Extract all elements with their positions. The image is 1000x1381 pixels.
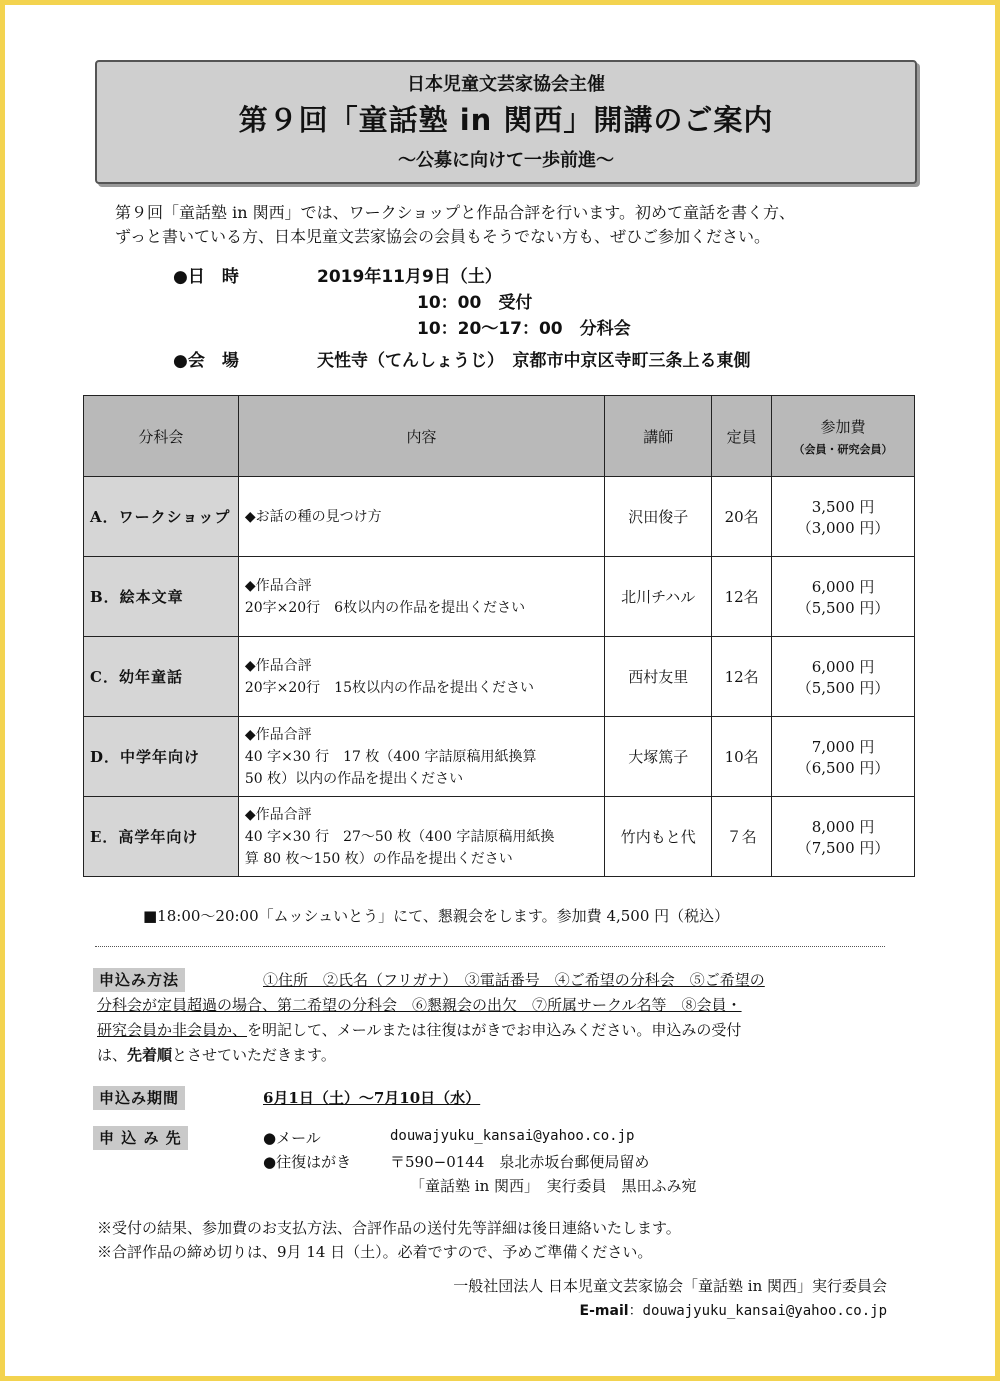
method-line-1-text: ①住所 ②氏名（フリガナ） ③電話番号 ④ご希望の分科会 ⑤ご希望の xyxy=(263,971,765,989)
page-subtitle: 〜公募に向けて一歩前進〜 xyxy=(398,150,614,171)
method-line-3 xyxy=(97,1019,741,1040)
header-content: 内容 xyxy=(238,396,604,477)
date-value: 2019年11月9日（土） xyxy=(317,267,502,287)
fee-cell xyxy=(772,717,915,797)
content-line: 20字×20行 6枚以内の作品を提出ください xyxy=(244,599,526,616)
capacity-value: 20名 xyxy=(712,477,772,557)
header-capacity: 定員 xyxy=(712,396,772,477)
capacity-value: 12名 xyxy=(712,637,772,717)
date-label: ●日 時 xyxy=(173,267,239,287)
division-content xyxy=(238,717,604,797)
fee-cell xyxy=(772,557,915,637)
content-line: 算 80 枚〜150 枚）の作品を提出ください xyxy=(244,850,513,867)
instructor-name: 沢田俊子 xyxy=(605,477,712,557)
content-line: ◆作品合評 xyxy=(244,806,312,823)
division-content xyxy=(238,557,604,637)
header-fee-note: （会員・研究会員） xyxy=(793,442,893,456)
session-time: 10：20〜17：00 分科会 xyxy=(417,319,631,339)
division-content xyxy=(238,637,604,717)
fee-cell xyxy=(772,477,915,557)
division-name: A．ワークショップ xyxy=(84,477,239,557)
instructor-name: 北川チハル xyxy=(605,557,712,637)
fee-value: 3,500 円 xyxy=(811,497,875,516)
division-name: D．中学年向け xyxy=(84,717,239,797)
venue-label: ●会 場 xyxy=(173,351,239,371)
content-line: ◆作品合評 xyxy=(244,726,312,743)
period-label: 申込み期間 xyxy=(93,1086,185,1110)
table-row xyxy=(84,477,915,557)
content-line: 40 字×30 行 27〜50 枚（400 字詰原稿用紙換 xyxy=(244,828,555,845)
fee-member-value: （5,500 円） xyxy=(796,598,890,617)
section-divider xyxy=(95,946,885,947)
table-row xyxy=(84,797,915,877)
method-label: 申込み方法 xyxy=(93,968,185,992)
method-line-1 xyxy=(263,969,765,990)
period-value xyxy=(263,1087,480,1108)
mail-label: ●メール xyxy=(263,1129,321,1147)
fee-member-value: （3,000 円） xyxy=(796,518,890,537)
method-line-3-text: を明記して、メールまたは往復はがきでお申込みください。申込みの受付 xyxy=(247,1021,742,1039)
division-name: E．高学年向け xyxy=(84,797,239,877)
fee-cell xyxy=(772,637,915,717)
division-name: C．幼年童話 xyxy=(84,637,239,717)
fee-member-value: （5,500 円） xyxy=(796,678,890,697)
post-recipient: 「童話塾 in 関西」 実行委員 黒田ふみ宛 xyxy=(410,1177,697,1195)
period-value-text: 6月1日（土）〜7月10日（水） xyxy=(263,1089,481,1107)
fee-member-value: （7,500 円） xyxy=(796,838,890,857)
method-line-2-text: 分科会が定員超過の場合、第二希望の分科会 ⑥懇親会の出欠 ⑦所属サークル名等 ⑧会員・ xyxy=(97,996,742,1014)
division-name: B．絵本文章 xyxy=(84,557,239,637)
instructor-name: 西村友里 xyxy=(605,637,712,717)
email-address: ：douwajyuku_kansai@yahoo.co.jp xyxy=(628,1303,887,1319)
method-line-3-underlined: 研究会員か非会員か、 xyxy=(97,1021,248,1039)
intro-text xyxy=(115,201,795,249)
post-address: 〒590−0144 泉北赤坂台郵便局留め xyxy=(390,1153,650,1171)
capacity-value: 12名 xyxy=(712,557,772,637)
fee-value: 6,000 円 xyxy=(811,657,875,676)
page-title: 第９回「童話塾 in 関西」開講のご案内 xyxy=(238,103,774,137)
header-fee xyxy=(772,396,915,477)
first-come-text: 先着順 xyxy=(127,1046,173,1064)
note-2: ※合評作品の締め切りは、9月 14 日（土）。必着ですので、予めご準備ください。 xyxy=(97,1243,653,1261)
table-row xyxy=(84,557,915,637)
instructor-name: 竹内もと代 xyxy=(605,797,712,877)
footer-email xyxy=(580,1300,887,1320)
table-row xyxy=(84,637,915,717)
division-content xyxy=(238,797,604,877)
capacity-value: 10名 xyxy=(712,717,772,797)
instructor-name: 大塚篤子 xyxy=(605,717,712,797)
post-label: ●往復はがき xyxy=(263,1153,352,1171)
schedule-table xyxy=(83,395,915,877)
fee-value: 6,000 円 xyxy=(811,577,875,596)
mail-address: douwajyuku_kansai@yahoo.co.jp xyxy=(390,1128,635,1144)
method-line-2 xyxy=(97,994,742,1015)
email-label: E-mail xyxy=(579,1303,629,1319)
fee-value: 8,000 円 xyxy=(811,817,875,836)
method-line-4 xyxy=(97,1044,336,1065)
sponsor-text: 日本児童文芸家協会主催 xyxy=(407,74,605,95)
header-division: 分科会 xyxy=(84,396,239,477)
table-header-row xyxy=(84,396,915,477)
method-line-4a: は、 xyxy=(97,1046,128,1064)
header-instructor: 講師 xyxy=(605,396,712,477)
venue-value: 天性寺（てんしょうじ） 京都市中京区寺町三条上る東側 xyxy=(317,351,751,371)
capacity-value: ７名 xyxy=(712,797,772,877)
fee-value: 7,000 円 xyxy=(811,737,875,756)
content-line: ◆作品合評 xyxy=(244,577,312,594)
title-box xyxy=(95,60,917,184)
party-note: ■18:00〜20:00「ムッシュいとう」にて、懇親会をします。参加費 4,500 円（税込） xyxy=(143,907,730,925)
intro-line-1: 第９回「童話塾 in 関西」では、ワークショップと作品合評を行います。初めて童話を書く方、 xyxy=(115,203,795,222)
division-content xyxy=(238,477,604,557)
header-fee-label: 参加費 xyxy=(820,417,866,436)
intro-line-2: ずっと書いている方、日本児童文芸家協会の会員もそうでない方も、ぜひご参加ください。 xyxy=(115,227,771,246)
note-1: ※受付の結果、参加費のお支払方法、合評作品の送付先等詳細は後日連絡いたします。 xyxy=(97,1219,681,1237)
content-line: 20字×20行 15枚以内の作品を提出ください xyxy=(244,679,534,696)
content-line: 40 字×30 行 17 枚（400 字詰原稿用紙換算 xyxy=(244,748,537,765)
reception-time: 10：00 受付 xyxy=(417,293,533,313)
fee-cell xyxy=(772,797,915,877)
content-line: 50 枚）以内の作品を提出ください xyxy=(244,770,464,787)
method-line-4c: とさせていただきます。 xyxy=(172,1046,336,1064)
fee-member-value: （6,500 円） xyxy=(796,758,890,777)
content-line: ◆作品合評 xyxy=(244,657,312,674)
organizer-text: 一般社団法人 日本児童文芸家協会「童話塾 in 関西」実行委員会 xyxy=(453,1277,887,1295)
content-line: ◆お話の種の見つけ方 xyxy=(244,508,382,525)
table-row xyxy=(84,717,915,797)
destination-label: 申 込 み 先 xyxy=(93,1126,188,1150)
